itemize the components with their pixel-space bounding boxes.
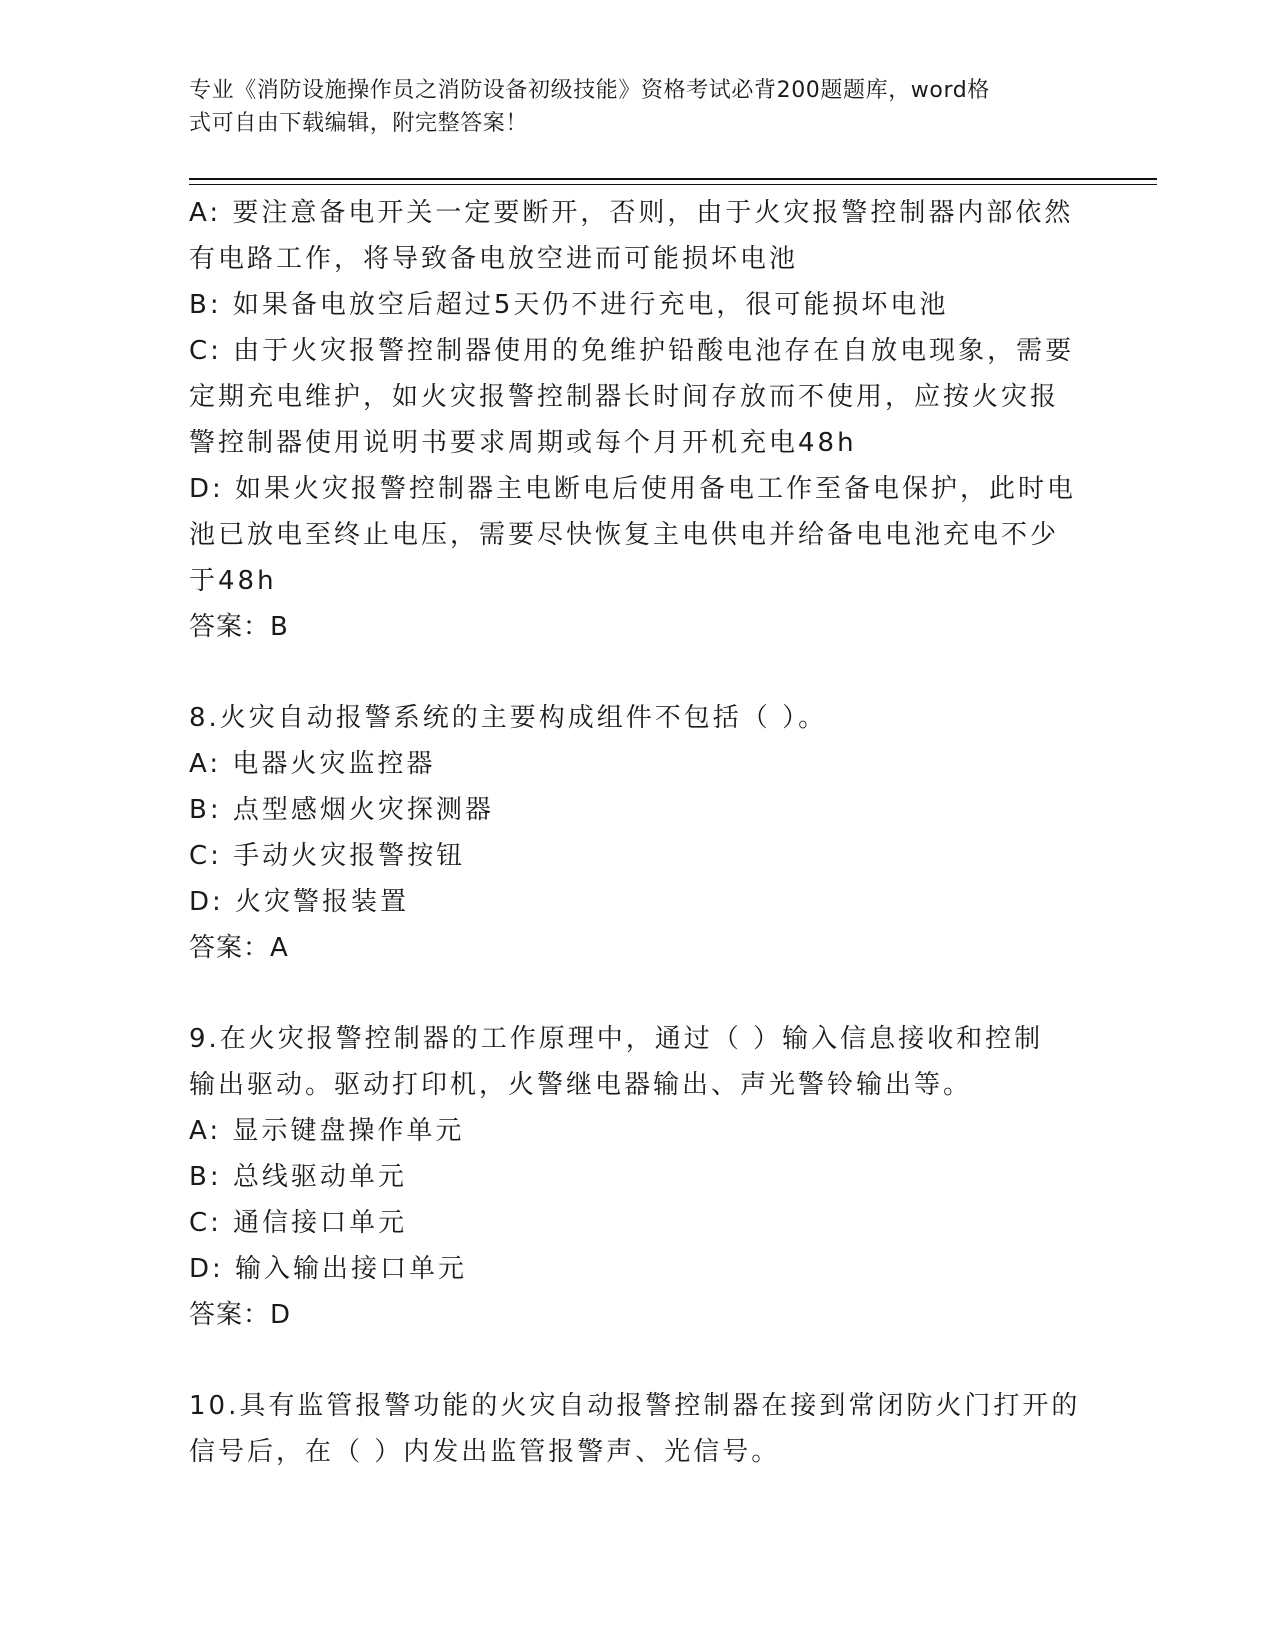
option-c: C: 通信接口单元	[189, 1208, 408, 1238]
option-text-line: 定期充电维护，如火灾报警控制器长时间存放而不使用，应按火灾报	[189, 382, 1060, 412]
option-text-line: 警控制器使用说明书要求周期或每个月开机充电48h	[189, 428, 857, 458]
header-divider-thin	[189, 184, 1157, 185]
option-b: B: 总线驱动单元	[189, 1162, 407, 1192]
header-line: 式可自由下载编辑，附完整答案！	[189, 111, 529, 136]
question-content	[189, 190, 1079, 1475]
page-header	[189, 74, 1069, 140]
spacer	[189, 971, 1079, 1016]
option-c: C: 手动火灾报警按钮	[189, 841, 466, 871]
spacer	[189, 650, 1079, 695]
question-9-block	[189, 1016, 1079, 1338]
option-d: D: 火灾警报装置	[189, 887, 410, 917]
option-text-line: A: 要注意备电开关一定要断开，否则，由于火灾报警控制器内部依然	[189, 198, 1074, 228]
answer-label: 答案：B	[189, 612, 289, 642]
option-d: D: 输入输出接口单元	[189, 1254, 468, 1284]
option-text-line: 于48h	[189, 566, 277, 596]
answer-label: 答案：A	[189, 933, 289, 963]
question-8-block	[189, 695, 1079, 971]
answer-label: 答案：D	[189, 1300, 292, 1330]
option-a: A: 电器火灾监控器	[189, 749, 436, 779]
question-text: 信号后，在（ ）内发出监管报警声、光信号。	[189, 1437, 781, 1467]
spacer	[189, 1338, 1079, 1383]
option-text-line: 有电路工作，将导致备电放空进而可能损坏电池	[189, 244, 799, 274]
question-10-block	[189, 1383, 1079, 1475]
option-text-line: C: 由于火灾报警控制器使用的免维护铅酸电池存在自放电现象，需要	[189, 336, 1075, 366]
option-text-line: B: 如果备电放空后超过5天仍不进行充电，很可能损坏电池	[189, 290, 949, 320]
question-text: 10.具有监管报警功能的火灾自动报警控制器在接到常闭防火门打开的	[189, 1391, 1081, 1421]
option-text-line: D: 如果火灾报警控制器主电断电后使用备电工作至备电保护，此时电	[189, 474, 1077, 504]
question-text: 8.火灾自动报警系统的主要构成组件不包括（ ）。	[189, 703, 828, 733]
question-7-block	[189, 190, 1079, 650]
option-text-line: 池已放电至终止电压，需要尽快恢复主电供电并给备电电池充电不少	[189, 520, 1060, 550]
option-a: A: 显示键盘操作单元	[189, 1116, 465, 1146]
header-divider-thick	[189, 178, 1157, 180]
question-text: 9.在火灾报警控制器的工作原理中，通过（ ）输入信息接收和控制	[189, 1024, 1044, 1054]
option-b: B: 点型感烟火灾探测器	[189, 795, 494, 825]
header-line: 专业《消防设施操作员之消防设备初级技能》资格考试必背200题题库，word格	[189, 78, 990, 103]
question-text: 输出驱动。驱动打印机，火警继电器输出、声光警铃输出等。	[189, 1070, 973, 1100]
